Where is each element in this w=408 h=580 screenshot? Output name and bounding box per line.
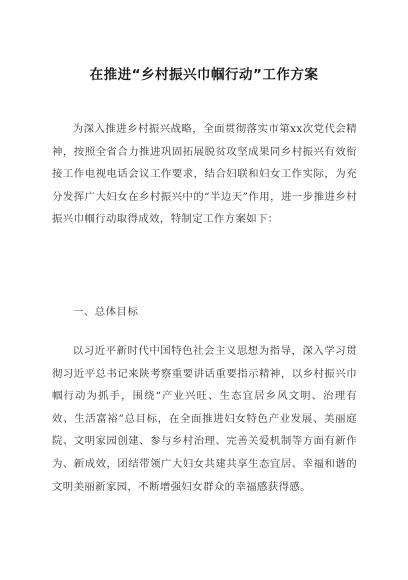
goal-paragraph: 以习近平新时代中国特色社会主义思想为指导，深入学习贯彻习近平总书记来陕考察重要讲话重要指示精神，以乡村振兴巾帼行动为抓手，围绕“产业兴旺、生态宜居乡风文明、治理有效、生活富裕”总目标，在全面推进妇女特色产业发展、美丽庭院、文明家园创建、参与乡村治理、完善关爱机制等方面有新作为、新成效，团结带领广大妇女共建共享生态宜居、幸福和谐的文明美丽新家园，不断增强妇女群众的幸福感获得感。 [52,345,357,493]
section-heading: 一、总体目标 [73,306,139,318]
intro-paragraph: 为深入推进乡村振兴战略，全面贯彻落实市第xx次党代会精神，按照全省合力推进巩固拓展脱贫攻坚成果同乡村振兴有效衔接工作电视电话会议工作要求，结合妇联和妇女工作实际，为充分发挥广大妇女在乡村振兴中的“半边天”作用，进一步推进乡村振兴巾帼行动取得成效，特制定工作方案如下： [52,123,357,226]
document-title: 在推进“乡村振兴巾帼行动”工作方案 [89,67,319,83]
